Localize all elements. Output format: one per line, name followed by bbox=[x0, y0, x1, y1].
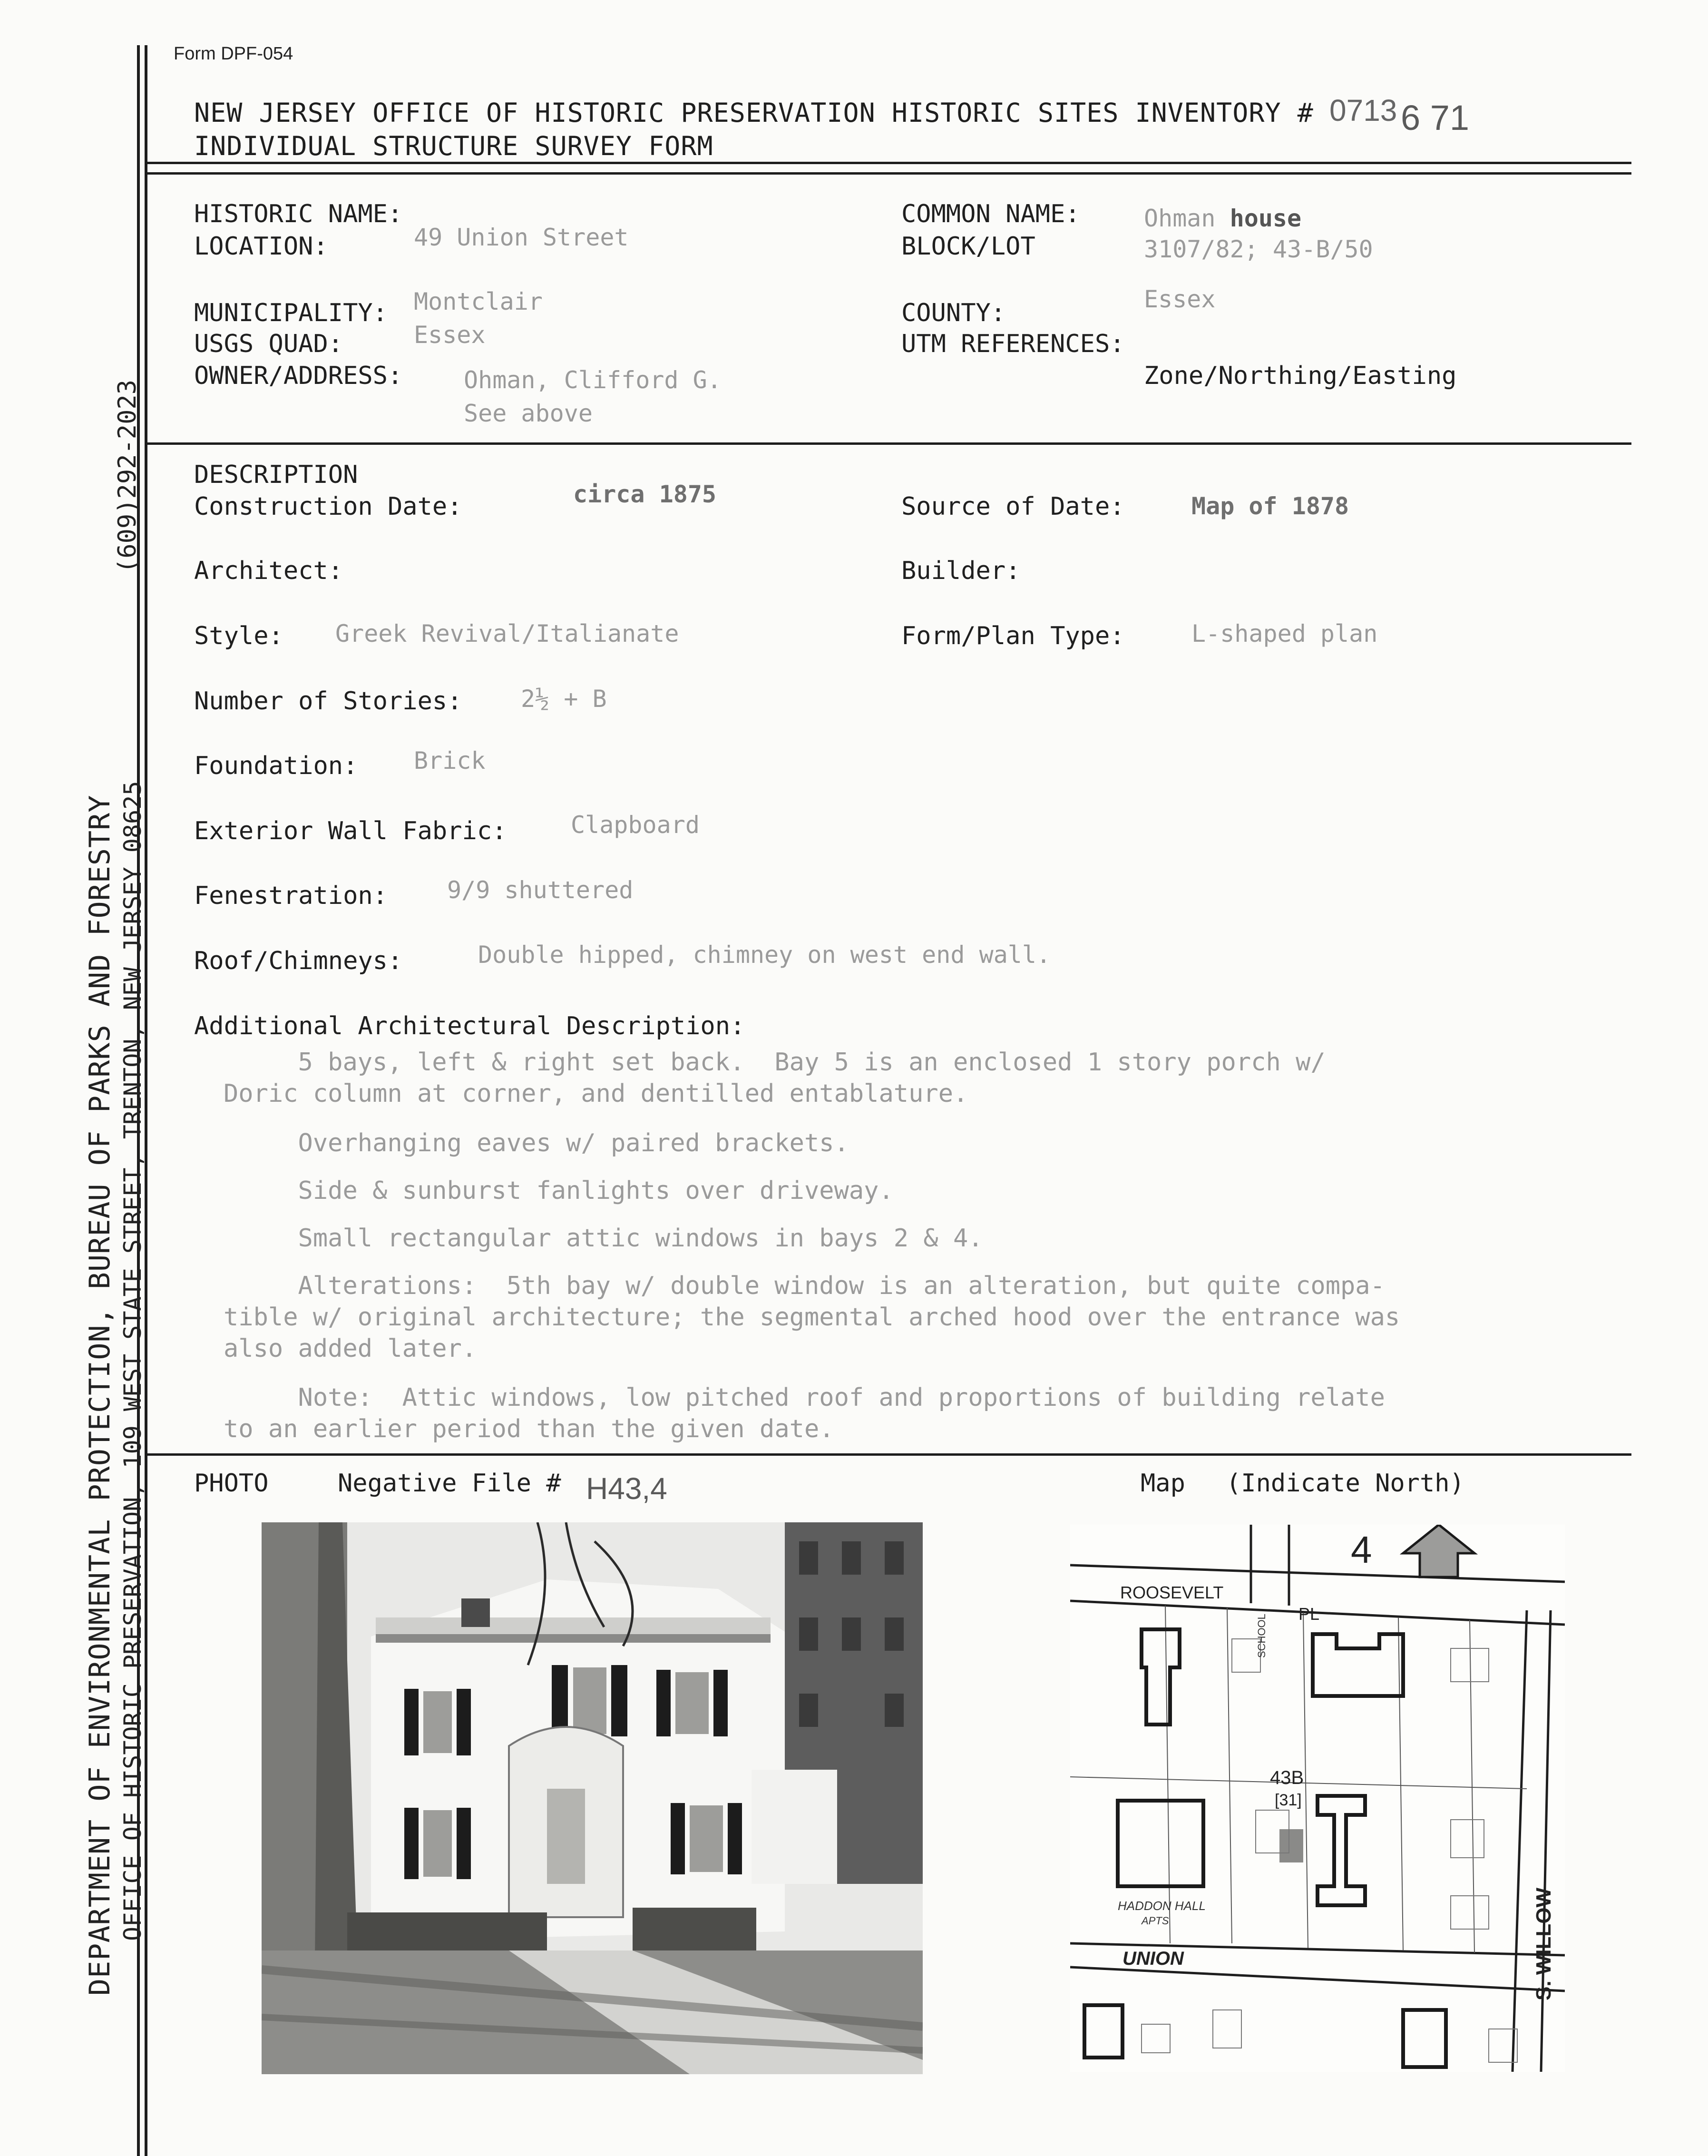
paragraph-attic bbox=[224, 1223, 983, 1254]
source-of-date-label: Source of Date: bbox=[901, 492, 1125, 521]
style-label: Style: bbox=[194, 622, 283, 650]
foundation-value: Brick bbox=[414, 747, 486, 774]
map-pl-label: PL bbox=[1298, 1604, 1320, 1624]
office-sidebar: OFFICE OF HISTORIC PRESERVATION, 109 WEST STATE STREET, TRENTON, NEW JERSEY 08625 bbox=[119, 781, 146, 1941]
common-name-value bbox=[1144, 205, 1301, 232]
para5-line3: also added later. bbox=[224, 1334, 477, 1363]
roof-label: Roof/Chimneys: bbox=[194, 947, 403, 975]
para6-line1: Note: Attic windows, low pitched roof and proportions of building relate bbox=[224, 1383, 1385, 1412]
style-value: Greek Revival/Italianate bbox=[335, 620, 679, 647]
location-value: 49 Union Street bbox=[414, 224, 629, 251]
header-line1: NEW JERSEY OFFICE OF HISTORIC PRESERVATION HISTORIC SITES INVENTORY # bbox=[194, 98, 1314, 128]
county-label: COUNTY: bbox=[901, 299, 1006, 327]
foundation-label: Foundation: bbox=[194, 752, 358, 780]
paragraph-alterations bbox=[224, 1270, 1400, 1364]
paragraph-eaves bbox=[224, 1127, 849, 1159]
county-value: Essex bbox=[1144, 285, 1216, 313]
rule-top-a bbox=[147, 162, 1631, 164]
map-school-label: SCHOOL bbox=[1256, 1614, 1268, 1658]
architect-label: Architect: bbox=[194, 557, 343, 585]
map-lot-sublabel: [31] bbox=[1275, 1791, 1302, 1809]
map-roosevelt-label: ROOSEVELT bbox=[1120, 1583, 1224, 1602]
stories-value: 2½ + B bbox=[521, 685, 607, 713]
municipality-value: Montclair bbox=[414, 288, 543, 315]
negative-file-number: H43,4 bbox=[586, 1471, 667, 1506]
form-number: Form DPF-054 bbox=[174, 44, 293, 64]
house-photograph bbox=[262, 1522, 923, 2074]
location-label: LOCATION: bbox=[194, 232, 328, 261]
stories-label: Number of Stories: bbox=[194, 687, 462, 715]
map-union-label: UNION bbox=[1122, 1948, 1184, 1969]
para4-line1: Small rectangular attic windows in bays 2 & 4. bbox=[224, 1224, 983, 1253]
phone-sidebar: (609)292-2023 bbox=[113, 380, 142, 573]
usgs-quad-label: USGS QUAD: bbox=[194, 330, 343, 358]
header-line2: INDIVIDUAL STRUCTURE SURVEY FORM bbox=[194, 131, 713, 161]
map-apts-label: APTS bbox=[1142, 1915, 1169, 1927]
para5-line2: tible w/ original architecture; the segmental arched hood over the entrance was bbox=[224, 1303, 1400, 1332]
owner-address-value: See above bbox=[464, 400, 593, 427]
utm-subheading: Zone/Northing/Easting bbox=[1144, 362, 1457, 390]
historic-name-label: HISTORIC NAME: bbox=[194, 200, 403, 228]
rule-top-b bbox=[147, 172, 1631, 175]
wall-value: Clapboard bbox=[571, 811, 700, 839]
fenestration-label: Fenestration: bbox=[194, 882, 388, 910]
inventory-suffix: 6 71 bbox=[1401, 98, 1470, 137]
para5-line1: Alterations: 5th bay w/ double window is an alteration, but quite compa- bbox=[224, 1272, 1385, 1300]
description-heading: DESCRIPTION bbox=[194, 461, 358, 489]
common-name-part2: house bbox=[1230, 205, 1302, 232]
additional-description-label: Additional Architectural Description: bbox=[194, 1012, 745, 1040]
rule-mid bbox=[147, 442, 1631, 445]
fenestration-value: 9/9 shuttered bbox=[447, 876, 634, 904]
para3-line1: Side & sunburst fanlights over driveway. bbox=[224, 1176, 894, 1205]
common-name-label: COMMON NAME: bbox=[901, 200, 1080, 228]
map-label: Map bbox=[1141, 1469, 1185, 1498]
rule-bottom bbox=[147, 1453, 1631, 1456]
owner-label: OWNER/ADDRESS: bbox=[194, 362, 403, 390]
wall-label: Exterior Wall Fabric: bbox=[194, 817, 507, 845]
para6-line2: to an earlier period than the given date. bbox=[224, 1415, 834, 1443]
para2-line1: Overhanging eaves w/ paired brackets. bbox=[224, 1129, 849, 1157]
common-name-part1: Ohman bbox=[1144, 205, 1216, 232]
inventory-number: 0713 bbox=[1329, 93, 1397, 127]
negative-file-label: Negative File # bbox=[338, 1469, 561, 1498]
block-lot-value: 3107/82; 43-B/50 bbox=[1144, 235, 1373, 263]
map-haddon-label: HADDON HALL bbox=[1118, 1899, 1206, 1913]
source-of-date-value: Map of 1878 bbox=[1191, 492, 1349, 520]
paragraph-bays bbox=[224, 1047, 1326, 1109]
para1-line2: Doric column at corner, and dentilled entablature. bbox=[224, 1079, 968, 1108]
owner-value: Ohman, Clifford G. bbox=[464, 366, 722, 394]
location-map bbox=[1070, 1525, 1565, 2072]
builder-label: Builder: bbox=[901, 557, 1021, 585]
house-photo-drawing bbox=[262, 1522, 923, 2074]
map-drawing bbox=[1070, 1525, 1565, 2072]
map-lot-label: 43B bbox=[1270, 1767, 1304, 1788]
utm-label: UTM REFERENCES: bbox=[901, 330, 1125, 358]
roof-value: Double hipped, chimney on west end wall. bbox=[478, 941, 1051, 969]
map-willow-label: S. WILLOW bbox=[1532, 1887, 1555, 2000]
municipality-label: MUNICIPALITY: bbox=[194, 299, 388, 327]
usgs-quad-value: Essex bbox=[414, 321, 486, 349]
form-plan-label: Form/Plan Type: bbox=[901, 622, 1125, 650]
paragraph-note bbox=[224, 1382, 1385, 1445]
form-plan-value: L-shaped plan bbox=[1191, 620, 1378, 647]
department-sidebar: DEPARTMENT OF ENVIRONMENTAL PROTECTION, BUREAU OF PARKS AND FORESTRY bbox=[83, 794, 117, 1996]
para1-line1: 5 bays, left & right set back. Bay 5 is an enclosed 1 story porch w/ bbox=[224, 1048, 1326, 1077]
block-lot-label: BLOCK/LOT bbox=[901, 232, 1035, 261]
construction-date-value: circa 1875 bbox=[573, 480, 717, 508]
photo-label: PHOTO bbox=[194, 1469, 269, 1498]
map-north-label: 4 bbox=[1351, 1529, 1372, 1571]
construction-date-label: Construction Date: bbox=[194, 492, 462, 521]
map-hint: (Indicate North) bbox=[1226, 1469, 1464, 1498]
paragraph-fanlights bbox=[224, 1175, 894, 1206]
